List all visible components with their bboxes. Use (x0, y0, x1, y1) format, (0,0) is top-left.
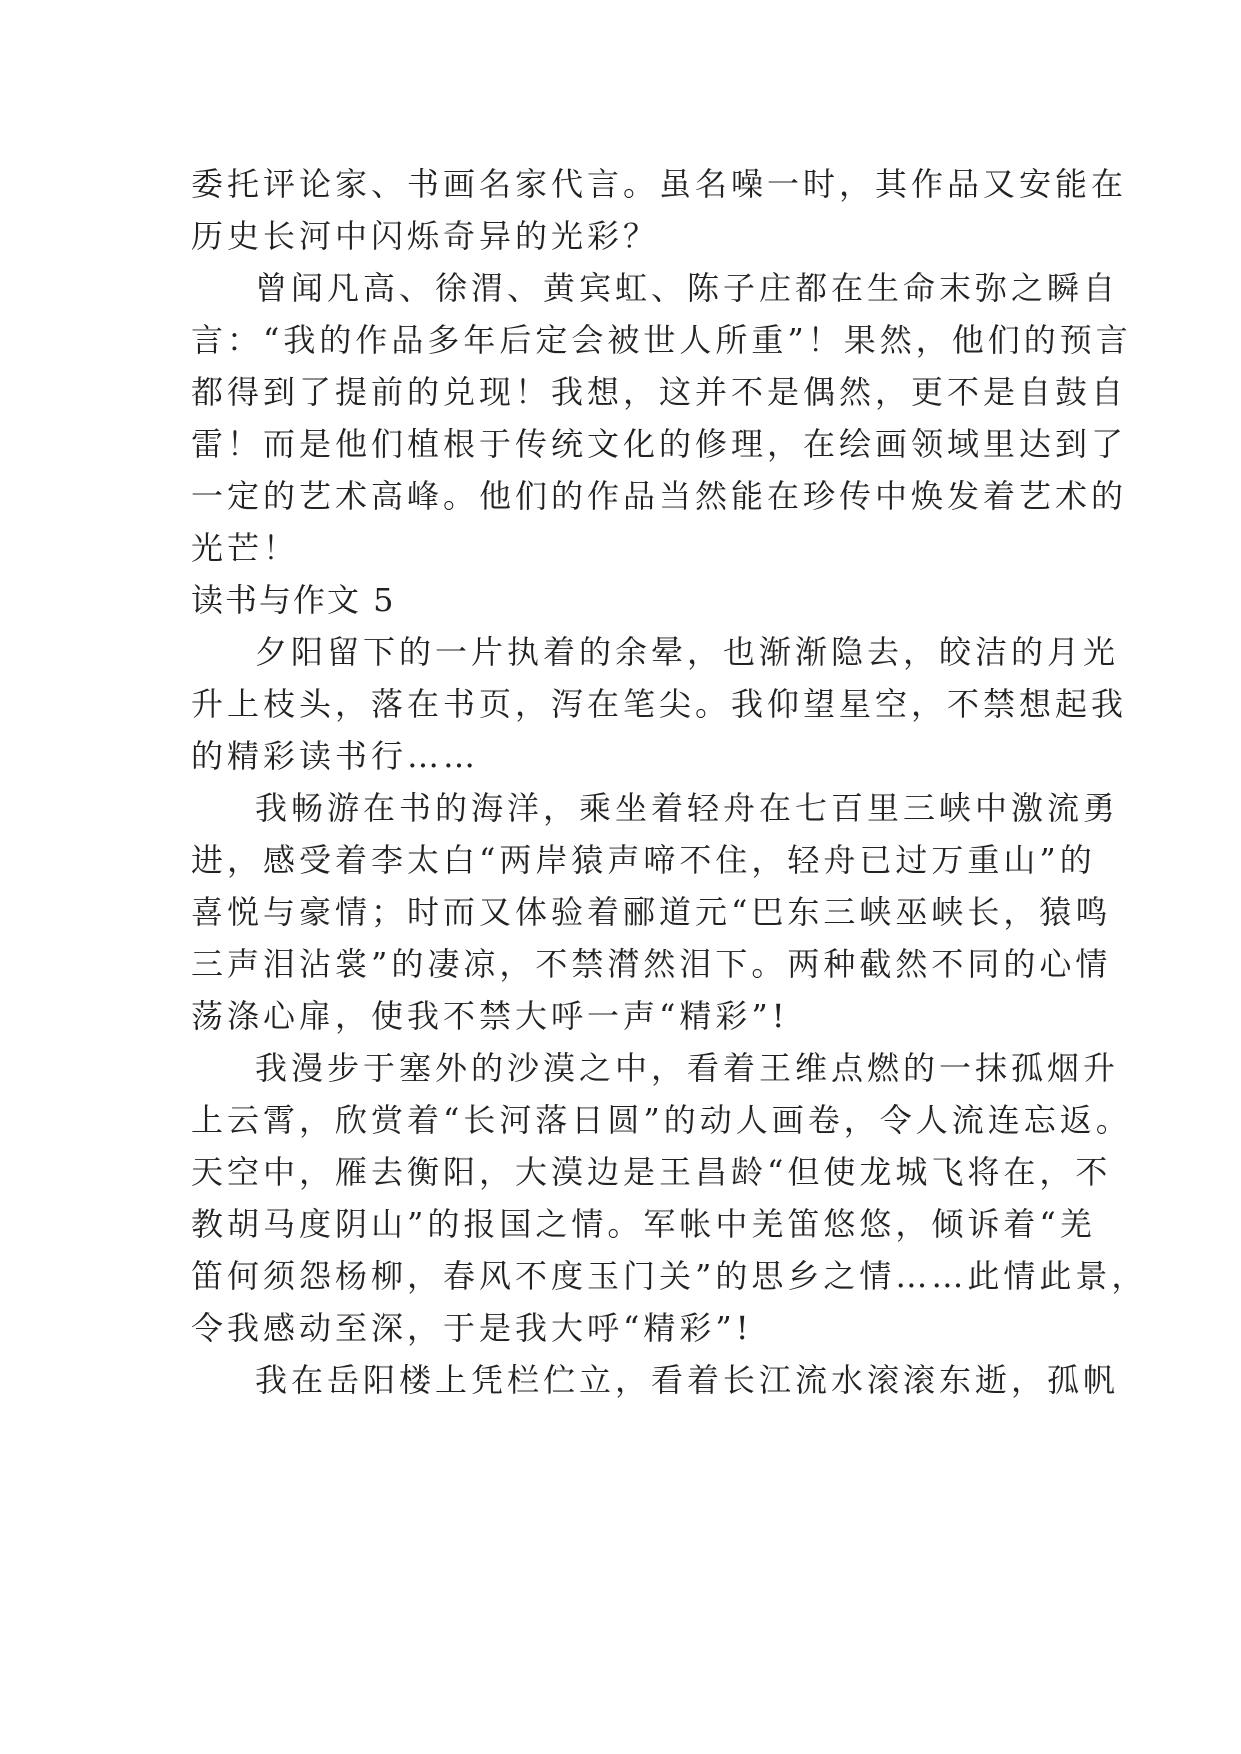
text-line: 夕阳留下的一片执着的余晕，也渐渐隐去，皎洁的月光 (255, 633, 1120, 671)
text-line: 喜悦与豪情；时而又体验着郦道元“巴东三峡巫峡长，猿鸣 (191, 893, 1112, 931)
paragraph-1 (191, 158, 1128, 262)
paragraph-4 (191, 782, 1120, 1042)
text-line: 我在岳阳楼上凭栏伫立，看着长江流水滚滚东逝，孤帆 (255, 1361, 1120, 1399)
text-line: 天空中，雁去衡阳，大漠边是王昌龄“但使龙城飞将在，不 (191, 1153, 1112, 1191)
text-line: 三声泪沾裳”的凄凉，不禁潸然泪下。两种截然不同的心情 (191, 945, 1112, 983)
text-line: 一定的艺术高峰。他们的作品当然能在珍传中焕发着艺术的 (191, 477, 1128, 515)
text-line: 我漫步于塞外的沙漠之中，看着王维点燃的一抹孤烟升 (255, 1049, 1120, 1087)
paragraph-2 (191, 262, 1132, 574)
text-line: 荡涤心扉，使我不禁大呼一声“精彩”! (191, 997, 789, 1035)
text-line: 的精彩读书行…… (191, 737, 480, 775)
text-line: 我畅游在书的海洋，乘坐着轻舟在七百里三峡中激流勇 (255, 789, 1120, 827)
section-title: 读书与作文 5 (191, 581, 396, 619)
text-line: 上云霄，欣赏着“长河落日圆”的动人画卷，令人流连忘返。 (191, 1101, 1132, 1139)
text-line: 光芒！ (191, 529, 300, 567)
text-line: 委托评论家、书画名家代言。虽名噪一时，其作品又安能在 (191, 165, 1128, 203)
text-line: 笛何须怨杨柳，春风不度玉门关”的思乡之情……此情此景， (191, 1257, 1148, 1295)
text-line: 雷！而是他们植根于传统文化的修理，在绘画领域里达到了 (191, 425, 1128, 463)
text-line: 升上枝头，落在书页，泻在笔尖。我仰望星空，不禁想起我 (191, 685, 1128, 723)
paragraph-5 (191, 1042, 1148, 1354)
document-page (191, 158, 1148, 1406)
text-line: 令我感动至深，于是我大呼“精彩”! (191, 1309, 753, 1347)
text-line: 进，感受着李太白“两岸猿声啼不住，轻舟已过万重山”的 (191, 841, 1096, 879)
paragraph-6 (191, 1354, 1120, 1406)
text-line: 历史长河中闪烁奇异的光彩？ (191, 217, 660, 255)
text-line: 教胡马度阴山”的报国之情。军帐中羌笛悠悠，倾诉着“羌 (191, 1205, 1096, 1243)
text-line: 言：“我的作品多年后定会被世人所重”！果然，他们的预言 (191, 321, 1132, 359)
text-line: 曾闻凡高、徐渭、黄宾虹、陈子庄都在生命末弥之瞬自 (255, 269, 1120, 307)
text-line: 都得到了提前的兑现！我想，这并不是偶然，更不是自鼓自 (191, 373, 1128, 411)
paragraph-3 (191, 626, 1128, 782)
